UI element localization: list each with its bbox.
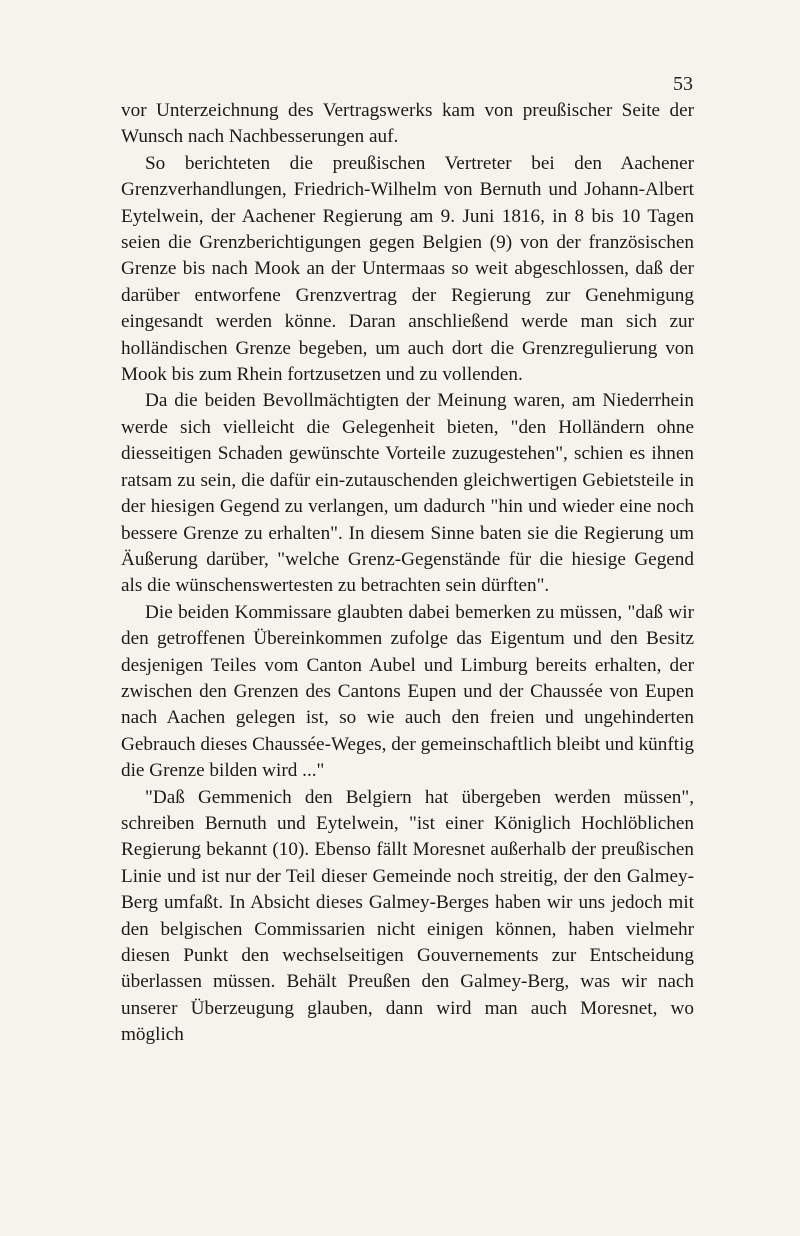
- paragraph: Die beiden Kommissare glaubten dabei bemerken zu müssen, "daß wir den getroffenen Übereinkommen zufolge das Eigentum und den Besitz desjenigen Teiles vom Canton Aubel und Limburg bereits erhalten, der zwischen den Grenzen des Cantons Eupen und der Chaussée von Eupen nach Aachen gelegen ist, so wie auch den freien und ungehinderten Gebrauch dieses Chaussée-Weges, der gemeinschaftlich bleibt und künftig die Grenze bilden wird ...": [121, 601, 694, 782]
- paragraph: So berichteten die preußischen Vertreter bei den Aachener Grenzverhandlungen, Friedrich-Wilhelm von Bernuth und Johann-Albert Eytelwein, der Aachener Regierung am 9. Juni 1816, in 8 bis 10 Tagen seien die Grenzberichtigungen gegen Belgien (9) von der französischen Grenze bis nach Mook an der Untermaas so weit abgeschlossen, daß der darüber entworfene Grenzvertrag der Regierung zur Genehmigung eingesandt werden könne. Daran anschließend werde man sich zur holländischen Grenze begeben, um auch dort die Grenzregulierung von Mook bis zum Rhein fortzusetzen und zu vollenden.: [121, 152, 694, 386]
- body-text: [121, 98, 694, 1049]
- page-number: 53: [673, 73, 693, 95]
- paragraph: "Daß Gemmenich den Belgiern hat übergeben werden müssen", schreiben Bernuth und Eytelwein, "ist einer Königlich Hochlöblichen Regierung bekannt (10). Ebenso fällt Moresnet außerhalb der preußischen Linie und ist nur der Teil dieser Gemeinde noch streitig, der den Galmey-Berg umfaßt. In Absicht dieses Galmey-Berges haben wir uns jedoch mit den belgischen Commissarien nicht einigen können, haben vielmehr diesen Punkt den wechselseitigen Gouvernements zur Entscheidung überlassen müssen. Behält Preußen den Galmey-Berg, was wir nach unserer Überzeugung glauben, dann wird man auch Moresnet, wo möglich: [121, 786, 694, 1046]
- paragraph: Da die beiden Bevollmächtigten der Meinung waren, am Niederrhein werde sich vielleicht die Gelegenheit bieten, "den Holländern ohne diesseitigen Schaden gewünschte Vorteile zuzugestehen", schien es ihnen ratsam zu sein, die dafür ein-zutauschenden gleichwertigen Gebietsteile in der hiesigen Gegend zu verlangen, um dadurch "hin und wieder eine noch bessere Grenze zu erhalten". In diesem Sinne baten sie die Regierung um Äußerung darüber, "welche Grenz-Gegenstände für die hiesige Gegend als die wünschenswertesten zu betrachten sein dürften".: [121, 390, 694, 597]
- paragraph: vor Unterzeichnung des Vertragswerks kam von preußischer Seite der Wunsch nach Nachbesserungen auf.: [121, 100, 694, 148]
